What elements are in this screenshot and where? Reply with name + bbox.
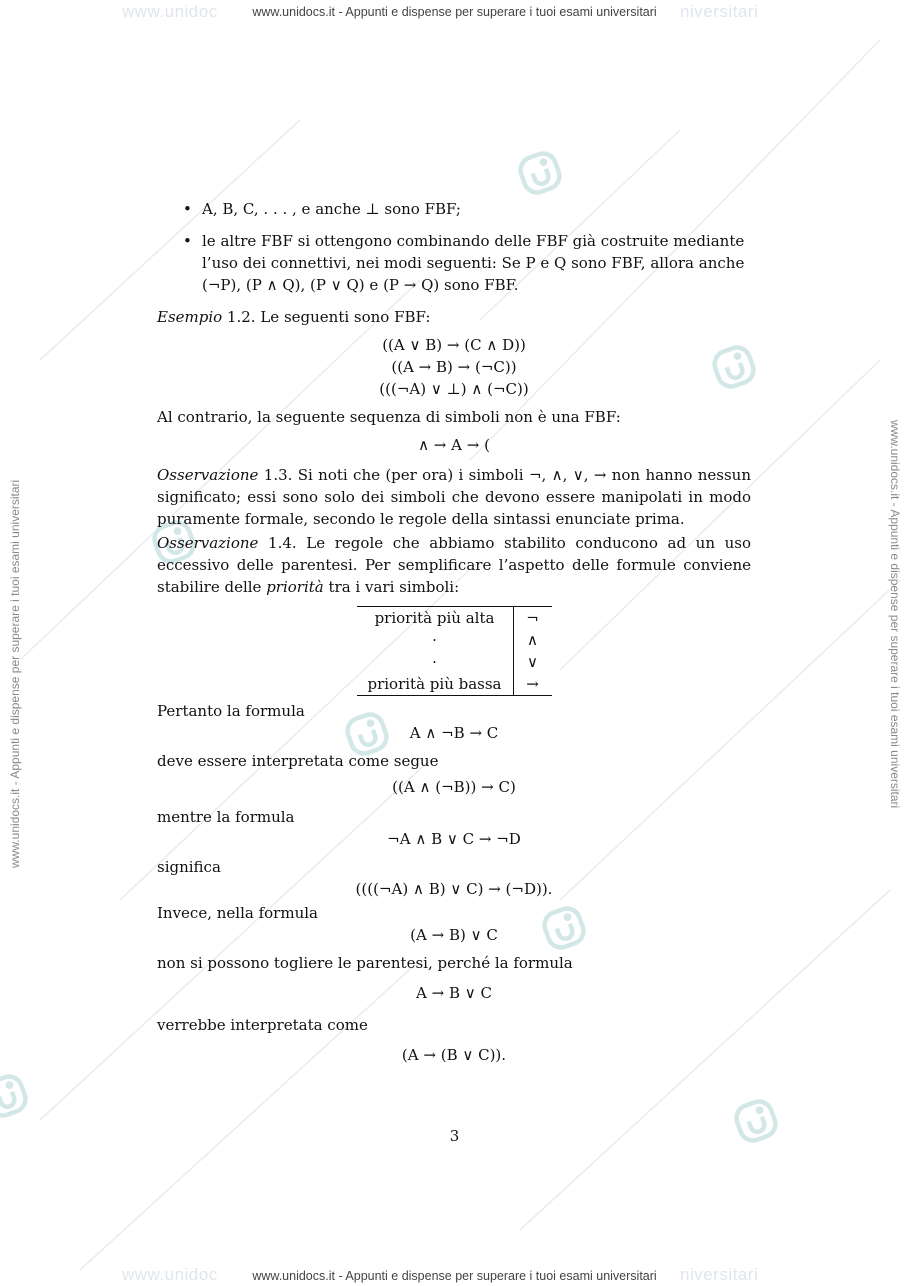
paragraph: verrebbe interpretata come — [157, 1016, 368, 1034]
watermark-ghost-text: www.unidoc — [122, 1265, 218, 1284]
remark-text: 1.4. Le regole che abbiamo stabilito conducono ad un uso eccessivo delle parentesi. Per semplificare l’aspetto delle formule conviene stabilire delle — [157, 534, 751, 596]
formula: A → B ∨ C — [416, 984, 492, 1002]
remark-1-3 — [157, 464, 751, 530]
watermark-ghost-text: niversitari — [680, 2, 759, 21]
priority-label: priorità più bassa — [357, 673, 514, 696]
list-item: • le altre FBF si ottengono combinando delle FBF già costruite mediante l’uso dei connettivi, nei modi seguenti: Se P e Q sono FBF, allora anche (¬P), (P ∧ Q), (P ∨ Q) e (P → Q) sono FBF. — [157, 230, 751, 296]
remark-1-4 — [157, 532, 751, 598]
paragraph: mentre la formula — [157, 808, 295, 826]
table-row — [357, 629, 552, 651]
formula: ((A ∧ (¬B)) → C) — [392, 778, 516, 796]
example-text: 1.2. Le seguenti sono FBF: — [222, 308, 431, 326]
paragraph: Al contrario, la seguente sequenza di simboli non è una FBF: — [157, 408, 621, 426]
example-heading — [157, 306, 751, 328]
remark-label: Osservazione — [157, 534, 259, 552]
unidocs-logo-icon — [516, 149, 564, 197]
table-row — [357, 673, 552, 696]
table-row — [357, 651, 552, 673]
formula: ¬A ∧ B ∨ C → ¬D — [387, 830, 521, 848]
formula: ((((¬A) ∧ B) ∨ C) → (¬D)). — [355, 880, 553, 898]
watermark-ghost-text: www.unidoc — [122, 2, 218, 21]
table-row — [357, 607, 552, 630]
priority-label: · — [357, 629, 514, 651]
priority-symbol: ¬ — [513, 607, 552, 630]
page-content — [157, 198, 751, 1066]
footer-watermark: www.unidocs.it - Appunti e dispense per superare i tuoi esami universitari — [252, 1269, 657, 1283]
formula: (A → B) ∨ C — [410, 926, 498, 944]
priority-symbol: ∧ — [527, 631, 538, 649]
paragraph: deve essere interpretata come segue — [157, 752, 439, 770]
left-side-watermark: www.unidocs.it - Appunti e dispense per superare i tuoi esami universitari — [8, 479, 22, 868]
paragraph: Invece, nella formula — [157, 904, 318, 922]
paragraph: Pertanto la formula — [157, 702, 305, 720]
priority-label: · — [357, 651, 514, 673]
watermark-ghost-text: niversitari — [680, 1265, 759, 1284]
remark-label: Osservazione — [157, 466, 259, 484]
priority-symbol: ∨ — [527, 653, 538, 671]
priority-symbol: → — [513, 673, 552, 696]
paragraph: non si possono togliere le parentesi, perché la formula — [157, 954, 573, 972]
priority-label: priorità più alta — [357, 607, 514, 630]
remark-text: tra i vari simboli: — [323, 578, 460, 596]
header-watermark: www.unidocs.it - Appunti e dispense per superare i tuoi esami universitari — [252, 5, 657, 19]
formula: ∧ → A → ( — [418, 436, 490, 454]
right-side-watermark: www.unidocs.it - Appunti e dispense per superare i tuoi esami universitari — [888, 420, 902, 809]
unidocs-logo-icon — [0, 1072, 30, 1120]
paragraph: significa — [157, 858, 221, 876]
formula: A ∧ ¬B → C — [409, 724, 499, 742]
priority-table — [357, 606, 552, 696]
priority-word: priorità — [266, 578, 324, 596]
formula: ((A ∨ B) → (C ∧ D)) — [382, 336, 526, 354]
formula: (((¬A) ∨ ⊥) ∧ (¬C)) — [379, 380, 529, 398]
formula: ((A → B) → (¬C)) — [391, 358, 517, 376]
remark-text: 1.3. Si noti che (per ora) i simboli ¬, ∧, ∨, → non hanno nessun significato; essi sono solo dei simboli che devono essere manipolati in modo puramente formale, secondo le regole della sintassi enunciate prima. — [157, 466, 751, 528]
list-item: • A, B, C, . . . , e anche ⊥ sono FBF; — [157, 198, 751, 220]
example-label: Esempio — [157, 308, 223, 326]
page-number: 3 — [449, 1127, 460, 1145]
formula: (A → (B ∨ C)). — [401, 1046, 507, 1064]
definition-list — [157, 198, 751, 296]
